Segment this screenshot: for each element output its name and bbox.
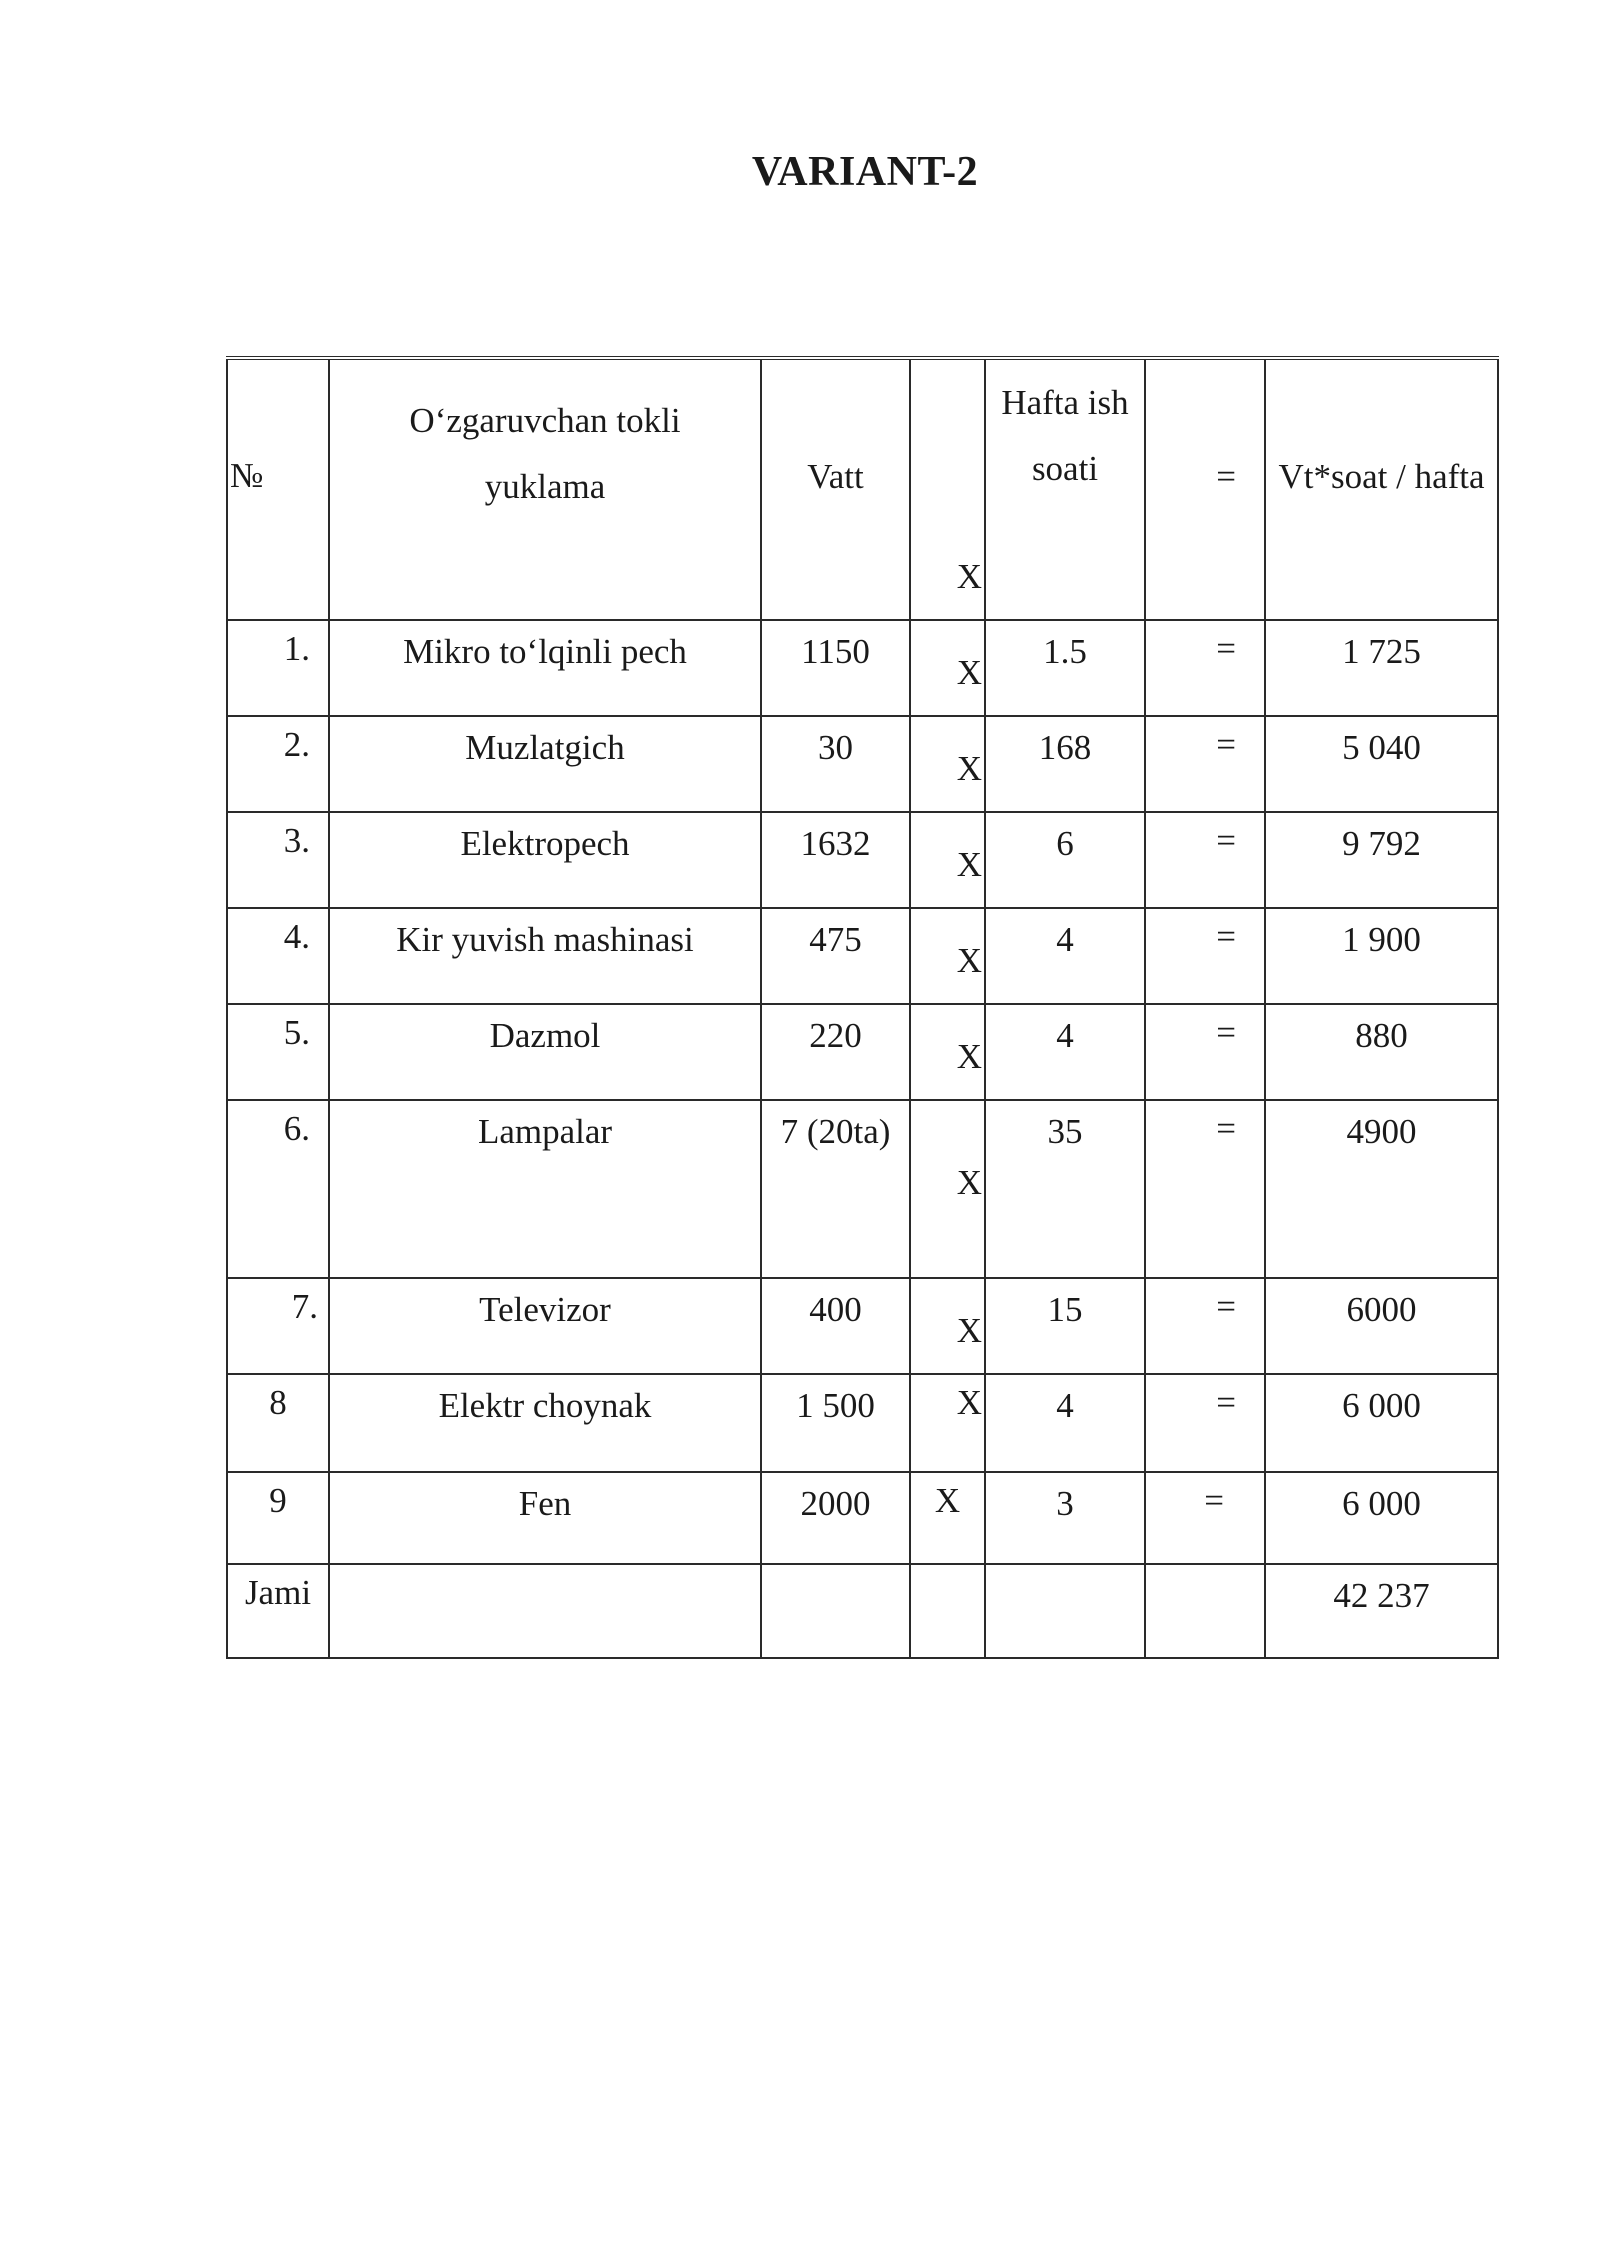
header-hours [986, 360, 1144, 502]
page-title: VARIANT-2 [751, 149, 979, 195]
row-watt: 400 [809, 1290, 862, 1329]
row-name: Mikro to‘lqinli pech [403, 632, 687, 671]
table-row [227, 812, 1498, 908]
row-multiply-sign: X [956, 1037, 982, 1076]
row-equals-sign: = [1216, 1383, 1236, 1422]
table-row [227, 1472, 1498, 1564]
header-no: № [230, 456, 264, 495]
row-name: Kir yuvish mashinasi [396, 920, 694, 959]
table-row [227, 1374, 1498, 1472]
row-name: Televizor [479, 1290, 611, 1329]
row-watt: 2000 [800, 1484, 871, 1523]
row-hours: 4 [1056, 1016, 1074, 1055]
row-no: 6. [283, 1109, 310, 1148]
row-multiply-sign: X [956, 941, 982, 980]
row-result: 9 792 [1342, 824, 1421, 863]
row-multiply-sign: X [956, 1311, 982, 1350]
header-hours-line1: Hafta ish [1001, 383, 1129, 422]
header-load-line2: yuklama [484, 467, 606, 506]
header-watt-cell [761, 358, 910, 620]
row-result: 880 [1355, 1016, 1408, 1055]
header-multiply-sign: X [956, 557, 982, 596]
row-hours: 1.5 [1043, 632, 1087, 671]
row-multiply-sign: X [956, 1163, 982, 1202]
consumption-table-container [226, 356, 1497, 1659]
row-watt: 30 [818, 728, 853, 767]
row-equals-sign: = [1216, 1109, 1236, 1148]
row-equals-sign: = [1216, 629, 1236, 668]
row-result: 5 040 [1342, 728, 1421, 767]
row-no: 2. [283, 725, 310, 764]
row-name: Elektropech [460, 824, 630, 863]
row-hours: 3 [1056, 1484, 1074, 1523]
row-name: Lampalar [477, 1112, 613, 1151]
row-multiply-sign: X [956, 749, 982, 788]
header-result-cell [1265, 358, 1498, 620]
row-watt: 7 (20ta) [780, 1112, 891, 1151]
row-multiply-sign: X [956, 653, 982, 692]
row-multiply-sign: X [956, 845, 982, 884]
row-watt: 1150 [801, 632, 870, 671]
header-load-cell [329, 358, 761, 620]
row-multiply-sign: X [934, 1481, 961, 1520]
row-result: 1 900 [1342, 920, 1421, 959]
row-hours: 6 [1056, 824, 1074, 863]
row-no: 8 [269, 1383, 287, 1422]
header-eq-cell [1145, 358, 1265, 620]
header-x-cell [910, 358, 985, 620]
row-no: 4. [283, 917, 310, 956]
table-row [227, 1100, 1498, 1278]
row-equals-sign: = [1216, 1013, 1236, 1052]
table-row [227, 620, 1498, 716]
row-watt: 220 [809, 1016, 862, 1055]
row-equals-sign: = [1216, 1287, 1236, 1326]
total-row [227, 1564, 1498, 1658]
row-watt: 1 500 [796, 1386, 875, 1425]
row-watt: 475 [809, 920, 862, 959]
row-multiply-sign: X [956, 1383, 982, 1422]
row-name: Fen [518, 1484, 572, 1523]
row-hours: 4 [1056, 920, 1074, 959]
header-equals-sign: = [1216, 457, 1236, 496]
row-no: 7. [291, 1287, 318, 1326]
header-load [330, 360, 760, 520]
row-hours: 168 [1038, 728, 1092, 767]
row-no: 9 [269, 1481, 287, 1520]
header-hours-cell [985, 358, 1145, 620]
table-row [227, 716, 1498, 812]
total-label: Jami [244, 1573, 312, 1612]
row-equals-sign: = [1216, 725, 1236, 764]
row-hours: 35 [1047, 1112, 1083, 1151]
consumption-table [226, 356, 1499, 1659]
total-result: 42 237 [1333, 1576, 1430, 1615]
row-equals-sign: = [1204, 1481, 1224, 1520]
row-result: 6 000 [1342, 1484, 1421, 1523]
row-no: 3. [283, 821, 310, 860]
row-equals-sign: = [1216, 821, 1236, 860]
header-result: Vt*soat / hafta [1278, 457, 1485, 496]
row-result: 6 000 [1342, 1386, 1421, 1425]
table-row [227, 908, 1498, 1004]
row-result: 4900 [1346, 1112, 1417, 1151]
table-row [227, 1004, 1498, 1100]
row-result: 1 725 [1342, 632, 1421, 671]
row-name: Dazmol [489, 1016, 601, 1055]
row-no: 5. [283, 1013, 310, 1052]
table-header-row [227, 358, 1498, 620]
row-watt: 1632 [800, 824, 871, 863]
row-name: Muzlatgich [465, 728, 625, 767]
row-hours: 4 [1056, 1386, 1074, 1425]
header-watt: Vatt [807, 457, 864, 496]
row-equals-sign: = [1216, 917, 1236, 956]
header-load-line1: O‘zgaruvchan tokli [409, 401, 681, 440]
row-hours: 15 [1047, 1290, 1083, 1329]
row-name: Elektr choynak [438, 1386, 652, 1425]
header-no-cell [227, 358, 329, 620]
table-row [227, 1278, 1498, 1374]
row-result: 6000 [1346, 1290, 1417, 1329]
row-no: 1. [283, 629, 310, 668]
header-hours-line2: soati [1031, 449, 1099, 488]
